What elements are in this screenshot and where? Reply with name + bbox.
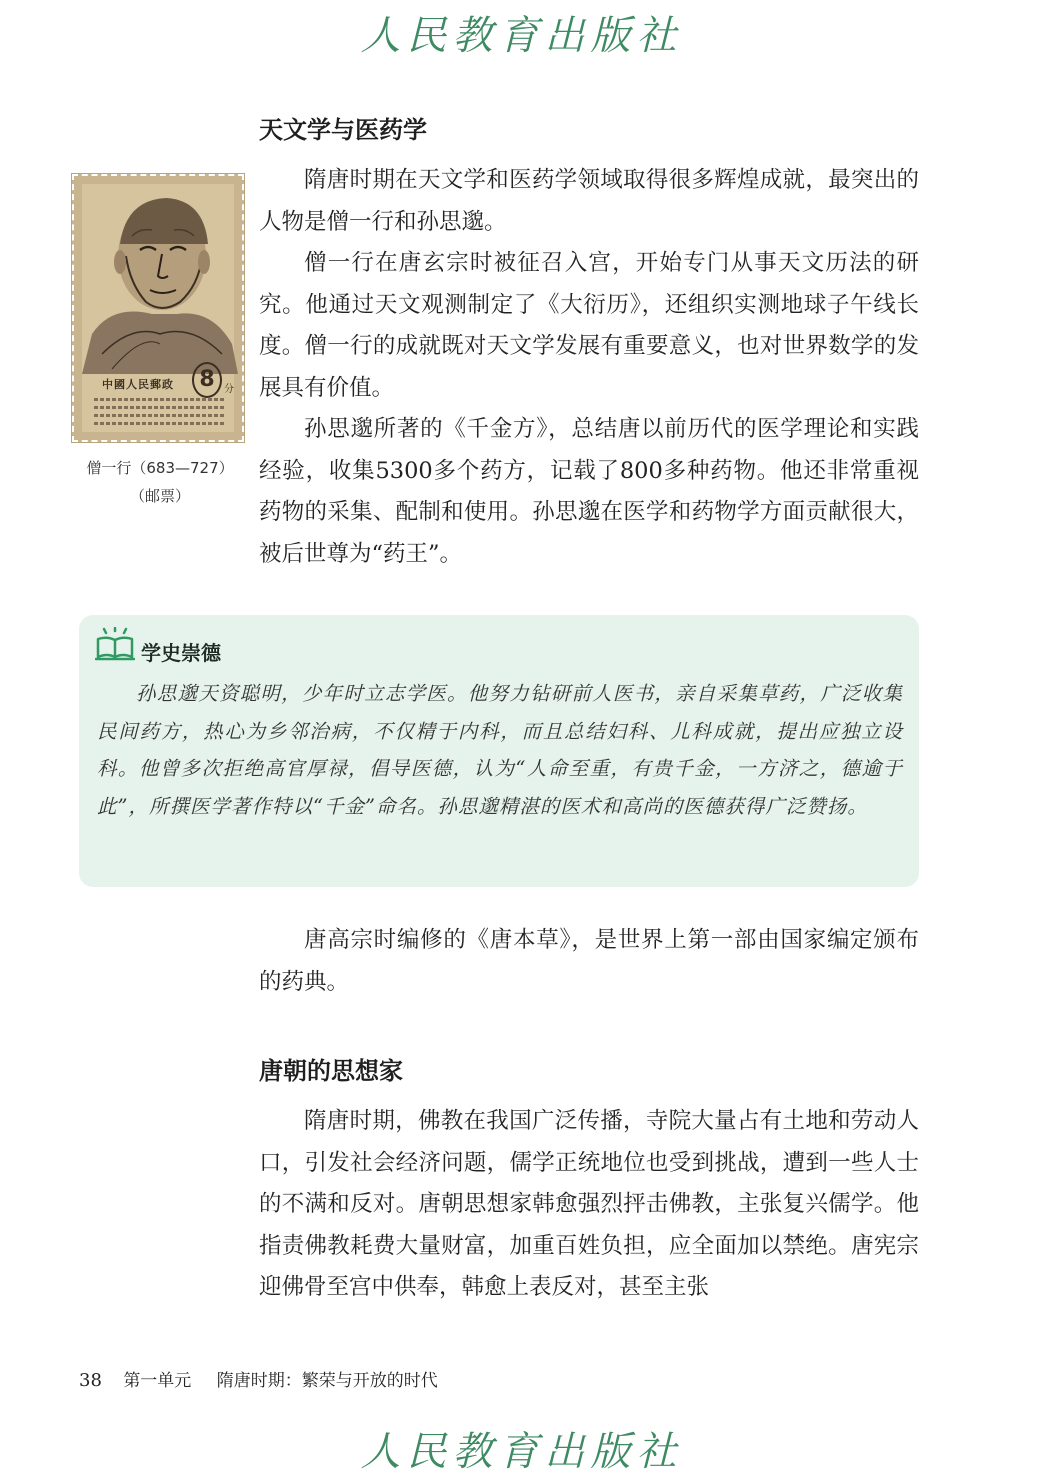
stamp-country-text: 中國人民郵政	[102, 378, 174, 391]
box-body-text: 孙思邈天资聪明，少年时立志学医。他努力钻研前人医书，亲自采集草药，广泛收集民间药方，热心为乡邻治病，不仅精于内科，而且总结妇科、儿科成就，提出应独立设科。他曾多次拒绝高官厚禄，倡导医德，认为“人命至重，有贵千金，一方济之，德逾于此”，所撰医学著作特以“千金”命名。孙思邈精湛的医术和高尚的医德获得广泛赞扬。	[97, 682, 903, 818]
section-title-astronomy-medicine: 天文学与医药学	[259, 116, 427, 144]
open-book-icon	[95, 627, 135, 661]
section-title-tang-thinkers: 唐朝的思想家	[259, 1057, 403, 1085]
stamp-fine-print	[94, 398, 226, 430]
page-number: 38	[79, 1370, 102, 1391]
yixing-stamp-image	[72, 174, 244, 442]
stamp-value: 8	[192, 362, 222, 398]
publisher-watermark-bottom: 人民教育出版社	[360, 1429, 683, 1475]
paragraph: 僧一行在唐玄宗时被征召入宫，开始专门从事天文历法的研究。他通过天文观测制定了《大衍历》，还组织实测地球子午线长度。僧一行的成就既对天文学发展有重要意义，也对世界数学的发展具有价值。	[259, 250, 919, 401]
monk-portrait-illustration	[82, 184, 238, 374]
section2-body	[259, 1101, 919, 1309]
footer-unit: 第一单元	[123, 1371, 192, 1391]
paragraph: 孙思邈所著的《千金方》，总结唐以前历代的医学理论和实践经验，收集5300多个药方，记载了800多种药物。他还非常重视药物的采集、配制和使用。孙思邈在医学和药物学方面贡献很大，被后世尊为“药王”。	[259, 416, 919, 567]
paragraph: 唐高宗时编修的《唐本草》，是世界上第一部由国家编定颁布的药典。	[259, 927, 919, 995]
paragraph: 隋唐时期在天文学和医药学领域取得很多辉煌成就，最突出的人物是僧一行和孙思邈。	[259, 167, 919, 235]
page-footer	[79, 1366, 438, 1391]
learn-history-virtue-box	[79, 615, 919, 887]
section1-body	[259, 160, 919, 575]
paragraph: 隋唐时期，佛教在我国广泛传播，寺院大量占有土地和劳动人口，引发社会经济问题，儒学正统地位也受到挑战，遭到一些人士的不满和反对。唐朝思想家韩愈强烈抨击佛教，主张复兴儒学。他指责佛教耗费大量财富，加重百姓负担，应全面加以禁绝。唐宪宗迎佛骨至宫中供奉，韩愈上表反对，甚至主张	[259, 1108, 919, 1300]
stamp-caption-note: （邮票）	[129, 487, 190, 505]
after-box-body	[259, 920, 919, 1003]
publisher-watermark-top: 人民教育出版社	[360, 13, 683, 59]
footer-chapter: 隋唐时期：繁荣与开放的时代	[216, 1371, 438, 1391]
stamp-caption: 僧一行（683—727）	[86, 459, 234, 477]
box-title: 学史崇德	[141, 641, 221, 665]
stamp-unit: 分	[224, 384, 234, 395]
